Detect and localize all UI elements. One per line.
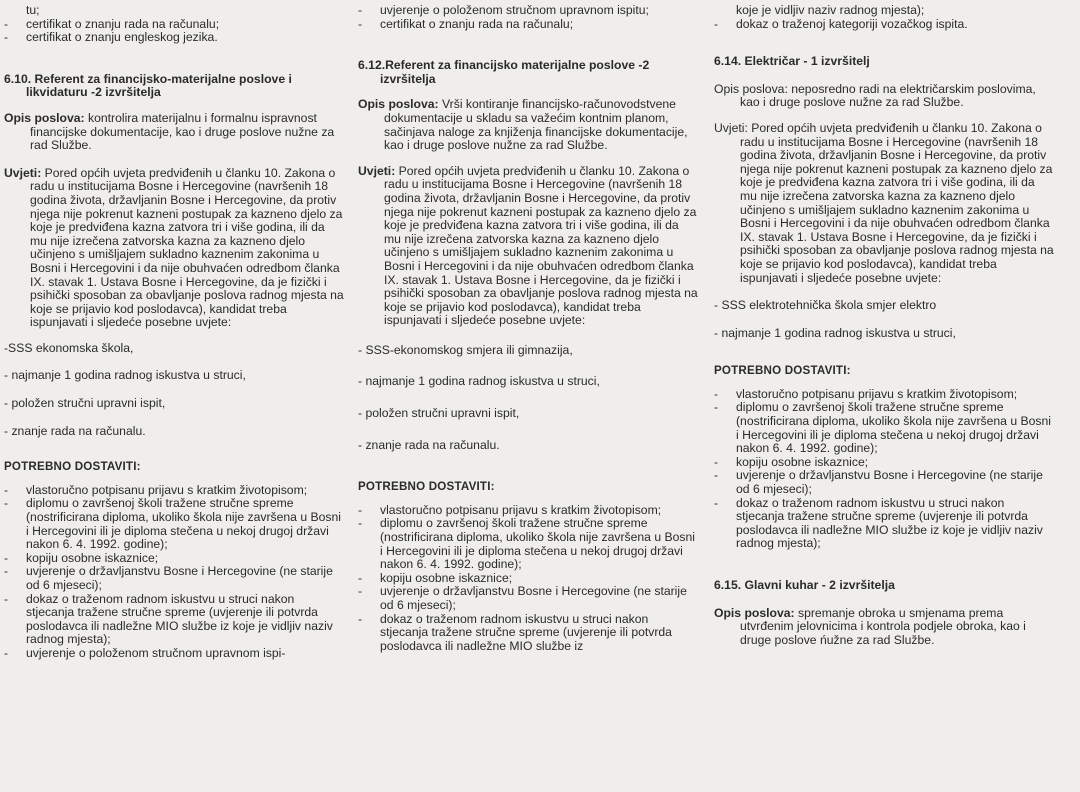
list-item: - certifikat o znanju rada na računalu; [4, 18, 344, 32]
requirement-item: - SSS elektrotehnička škola smjer elektro [714, 298, 937, 313]
opis-text: Vrši kontiranje financijsko-računovodstvene dokumentacije u skladu sa važećim kontnim planom, sačinjava naloge za knjiženja financijske dokumentacije, kao i druge poslove nužne za rad Službe. [384, 97, 688, 153]
list-item: - uvjerenje o državljanstvu Bosne i Hercegovine (ne starije od 6 mjeseci); [4, 565, 344, 592]
requirement-item: - najmanje 1 godina radnog iskustva u struci, [358, 374, 600, 389]
list-item: - dokaz o traženoj kategoriji vozačkog ispita. [714, 18, 1054, 32]
column-2 [358, 0, 698, 653]
list-item: - kopiju osobne iskaznice; [4, 552, 344, 566]
list-item: tu; [26, 3, 40, 17]
requirement-item: - znanje rada na računalu. [358, 437, 500, 452]
list-item: - kopiju osobne iskaznice; [358, 572, 698, 586]
uvjeti-label: Uvjeti: [358, 163, 396, 178]
list-item: - vlastoručno potpisanu prijavu s kratkim životopisom; [4, 484, 344, 498]
list-item: - vlastoručno potpisanu prijavu s kratkim životopisom; [358, 504, 698, 518]
opis-text: spremanje obroka u smjenama prema utvrđenim jelovnicima i kontrola podjele obroka, kao i druge poslove ńužne za rad Službe. [740, 605, 1026, 647]
list-item: koje je vidljiv naziv radnog mjesta); [736, 3, 925, 17]
requirement-item: - položen stručni upravni ispit, [4, 396, 166, 411]
opis-label: Opis poslova: [714, 605, 795, 620]
list-item: - certifikat o znanju engleskog jezika. [4, 31, 344, 45]
conditions-text [358, 165, 698, 328]
dostaviti-heading: POTREBNO DOSTAVITI: [714, 364, 851, 378]
list-item: - uvjerenje o položenom stručnom upravnom ispi- [4, 647, 344, 661]
opis-label: Opis poslova: [358, 97, 439, 112]
job-description [358, 98, 698, 152]
requirement-item: - znanje rada na računalu. [4, 423, 146, 438]
uvjeti-body: Pored općih uvjeta predviđenih u članku 10. Zakona o radu u institucijama Bosne i Hercegovine (navršenih 18 godina života, državljanin Bosne i Hercegovine, da protiv njega nije pokrenut kazneni postupak za kazneno djelo za koje je predviđena kazna zatvora tri i više godina, ili da mu nije izrečena zatvorska kazna za kazneno djelo učinjeno s umišljajem sukladno kaznenim zakonima u Bosni i Hercegovini i da nije obuhvaćen odredbom članka IX. stavak 1. Ustava Bosne i Hercegovine, da je fizički i psihički sposoban za obavljanje poslova radnog mjesta na koje se prijavio kod poslodavca), kandidat treba ispunjavati i sljedeće posebne uvjete: [384, 163, 698, 328]
section-heading-6-10: 6.10. Referent za financijsko-materijalne poslove i likvidaturu -2 izvršitelja [4, 71, 292, 100]
requirement-item: - SSS-ekonomskog smjera ili gimnazija, [358, 342, 573, 357]
uvjeti-label: Uvjeti: [4, 165, 42, 180]
list-item: - uvjerenje o državljanstvu Bosne i Hercegovine (ne starije od 6 mjeseci); [358, 585, 698, 612]
list-item: - vlastoručno potpisanu prijavu s kratkim životopisom; [714, 388, 1054, 402]
dostaviti-heading: POTREBNO DOSTAVITI: [4, 460, 141, 474]
dostaviti-heading: POTREBNO DOSTAVITI: [358, 480, 495, 494]
job-description [4, 112, 344, 153]
job-description [714, 607, 1054, 648]
list-item: - diplomu o završenoj školi tražene stručne spreme (nostrificirana diploma, ukoliko škola nije završena u Bosni i Hercegovini ili je diploma stečena u nekoj drugoj državi nakon 6. 4. 1992. godine); [714, 401, 1054, 455]
opis-label: Opis poslova: [4, 110, 85, 125]
requirement-item: -SSS ekonomska škola, [4, 340, 134, 355]
conditions-text [4, 167, 344, 330]
column-1 [4, 0, 344, 661]
section-heading-6-12: 6.12.Referent za financijsko materijalne poslove -2 izvršitelja [358, 58, 650, 86]
list-item: - uvjerenje o državljanstvu Bosne i Hercegovine (ne starije od 6 mjeseci); [714, 469, 1054, 496]
conditions-text: Uvjeti: Pored općih uvjeta predviđenih u članku 10. Zakona o radu u institucijama Bosne i Hercegovine (navršenih 18 godina života, državljanin Bosne i Hercegovine, da protiv njega nije pokrenut kazneni postupak za kazneno djelo za koje je predviđena kazna zatvora tri i više godina, ili da mu nije izrečena zatvorska kazna za kazneno djelo učinjeno s umišljajem sukladno kaznenim zakonima u Bosni i Hercegovini i da nije obuhvaćen odredbom članka IX. stavak 1. Ustava Bosne i Hercegovine, da je fizički i psihički sposoban za obavljanje poslova radnog mjesta na koje se prijavio kod poslodavca), kandidat treba ispunjavati i sljedeće posebne uvjete: [714, 120, 1054, 285]
opis-text: kontrolira materijalnu i formalnu ispravnost financijske dokumentacije, kao i druge poslove nužne za rad Službe. [30, 110, 335, 153]
list-item: - diplomu o završenoj školi tražene stručne spreme (nostrificirana diploma, ukoliko škola nije završena u Bosni i Hercegovini ili je diploma stečena u nekoj drugoj državi nakon 6. 4. 1992. godine); [358, 517, 698, 571]
list-item: - uvjerenje o položenom stručnom upravnom ispitu; [358, 4, 698, 18]
section-heading-6-14: 6.14. Električar - 1 izvršitelj [714, 54, 870, 69]
uvjeti-body: Pored općih uvjeta predviđenih u članku 10. Zakona o radu u institucijama Bosne i Hercegovine (navršenih 18 godina života, državljanin Bosne i Hercegovine, da protiv njega nije pokrenut kazneni postupak za kazneno djelo za koje je predviđena kazna zatvora tri i više godina, ili da mu nije izrečena zatvorska kazna za kazneno djelo učinjeno s umišljajem sukladno kaznenim zakonima u Bosni i Hercegovini i da nije obuhvaćen odredbom članka IX. stavak 1. Ustava Bosne i Hercegovine, da je fizički i psihički sposoban za obavljanje poslova radnog mjesta na koje se prijavio kod poslodavca), kandidat treba ispunjavati i sljedeće posebne uvjete: [30, 165, 344, 330]
list-item: - certifikat o znanju rada na računalu; [358, 18, 698, 32]
job-description: Opis poslova: neposredno radi na električarskim poslovima, kao i druge poslove nužne za rad Službe. [714, 81, 1036, 110]
list-item: - dokaz o traženom radnom iskustvu u struci nakon stjecanja tražene stručne spreme (uvjerenje ili potvrda poslodavca ili nadležne MIO službe iz koje je vidljiv naziv radnog mjesta); [4, 593, 344, 647]
section-heading-6-15: 6.15. Glavni kuhar - 2 izvršitelja [714, 578, 895, 592]
requirement-item: - najmanje 1 godina radnog iskustva u struci, [4, 368, 246, 383]
list-item: - diplomu o završenoj školi tražene stručne spreme (nostrificirana diploma, ukoliko škola nije završena u Bosni i Hercegovini ili je diploma stečena u nekoj drugoj državi nakon 6. 4. 1992. godine); [4, 497, 344, 551]
column-3 [714, 0, 1054, 647]
requirement-item: - položen stručni upravni ispit, [358, 406, 520, 421]
list-item: - dokaz o traženom radnom iskustvu u struci nakon stjecanja tražene stručne spreme (uvjerenje ili potvrda poslodavca ili nadležne MIO službe iz koje je vidljiv naziv radnog mjesta); [714, 497, 1054, 551]
list-item: - kopiju osobne iskaznice; [714, 456, 1054, 470]
list-item: - dokaz o traženom radnom iskustvu u struci nakon stjecanja tražene stručne spreme (uvjerenje ili potvrda poslodavca ili nadležne MIO službe iz [358, 613, 698, 654]
requirement-item: - najmanje 1 godina radnog iskustva u struci, [714, 325, 956, 340]
